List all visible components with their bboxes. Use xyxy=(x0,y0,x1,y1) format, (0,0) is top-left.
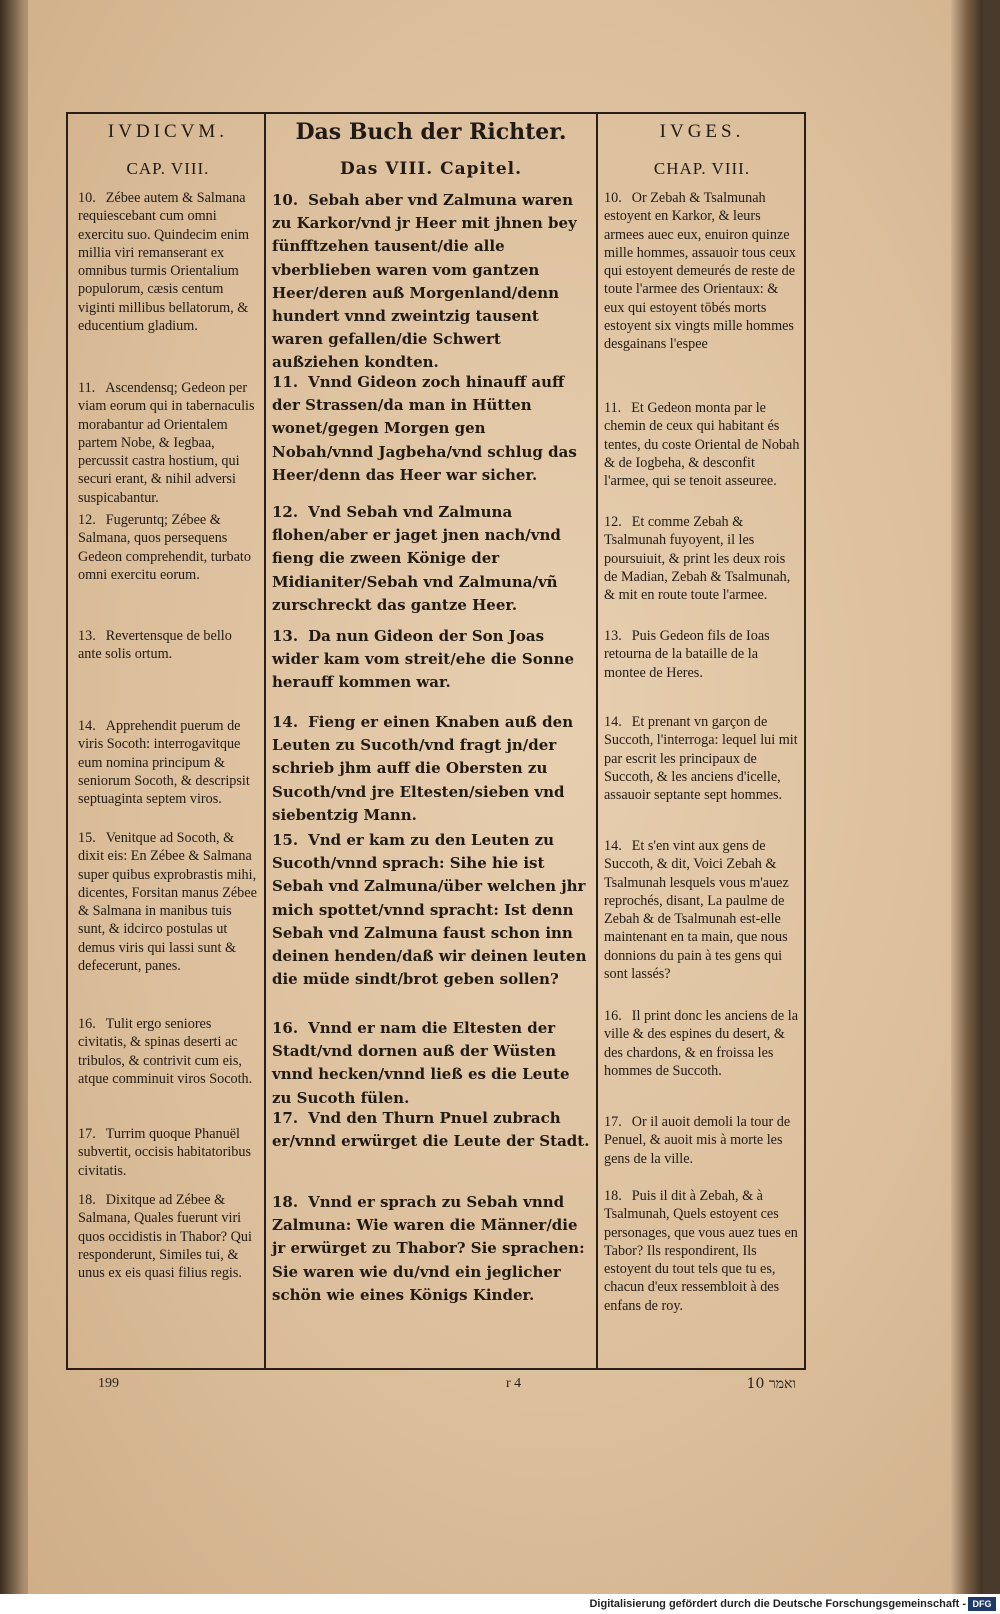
french-running-title: IVGES. xyxy=(659,121,745,142)
latin-chapter-heading: CAP. VIII. xyxy=(126,159,210,178)
french-verse: 12. Et comme Zebah & Tsalmunah fuyoyent, il les poursuiuit, & print les deux rois de Madian, Zebah & Tsalmunah, & mit en route toute l'armee. xyxy=(604,514,791,604)
frame-left-rule xyxy=(66,112,68,1370)
french-verse: 10. Or Zebah & Tsalmunah estoyent en Karkor, & leurs armees auec eux, enuiron quinze mille hommes, assauoir tous ceux qui estoyent demeurés de reste de toute l'armee des Orientaux: & eux qui estoyent tōbés morts estoyent six vingts mille hommes desgainans l'espee xyxy=(604,190,796,353)
latin-verse: 17. Turrim quoque Phanuël subvertit, occisis habitatoribus civitatis. xyxy=(78,1126,251,1179)
latin-verse: 18. Dixitque ad Zébee & Salmana, Quales fuerunt viri quos occidistis in Thabor? Qui responderunt, Similes tui, & unus ex eis quasi filius regis. xyxy=(78,1192,252,1282)
latin-verse: 13. Revertensque de bello ante solis ortum. xyxy=(78,628,232,663)
folio-number: 199 xyxy=(98,1376,119,1391)
french-verse: 11. Et Gedeon monta par le chemin de ceux qui habitant és tentes, du coste Oriental de Nobah & de Iogbeha, & desconfit l'armee, qui se tenoit asseuree. xyxy=(604,400,800,490)
latin-verse: 16. Tulit ergo seniores civitatis, & spinas deserti ac tribulos, & contrivit cum eis, atque comminuit viros Socoth. xyxy=(78,1016,253,1087)
german-verse: 18. Vnnd er sprach zu Sebah vnnd Zalmuna: Wie waren die Männer/die jr erwürget zu Thabor? Sie sprachen: Sie waren wie du/vnd ein jeglicher schön wie eines Königs Kinder. xyxy=(272,1193,585,1304)
german-verse: 16. Vnnd er nam die Eltesten der Stadt/vnd dornen auß der Wüsten vnnd hecken/vnnd ließ es die Leute zu Sucoth fülen. xyxy=(272,1019,570,1107)
latin-verse: 10. Zébee autem & Salmana requiescebant cum omni exercitu suo. Quindecim enim millia viri remanserant ex omnibus turmis Orientalium populorum, cæsis centum viginti millibus bellatorum, & educentium gladium. xyxy=(78,190,249,335)
german-verse: 11. Vnnd Gideon zoch hinauff auff der Strassen/da man in Hütten wonet/gegen Morgen gen Nobah/vnnd Jagbeha/vnd schlug das Heer/denn das Heer war sicher. xyxy=(272,373,577,484)
french-verse: 17. Or il auoit demoli la tour de Penuel, & auoit mis à morte les gens de la ville. xyxy=(604,1114,791,1167)
column-divider-1 xyxy=(264,112,266,1370)
column-divider-2 xyxy=(596,112,598,1370)
signature-mark: r 4 xyxy=(506,1376,522,1391)
german-column xyxy=(272,117,590,1304)
digitization-notice-bar xyxy=(0,1594,1000,1614)
french-verse: 13. Puis Gedeon fils de Ioas retourna de la bataille de la montee de Heres. xyxy=(604,628,770,681)
german-verse: 15. Vnd er kam zu den Leuten zu Sucoth/vnnd sprach: Sihe hie ist Sebah vnd Zalmuna/über welchen jhr mich spottet/vnnd spracht: Ist denn Sebah vnd Zalmuna faust schon inn deinen henden/daß wir deinen leuten die müde sindt/brot geben sollen? xyxy=(272,831,587,989)
french-chapter-heading: CHAP. VIII. xyxy=(653,159,751,178)
latin-verse: 15. Venitque ad Socoth, & dixit eis: En Zébee & Salmana super quibus exprobrastis mihi, dicentes, Forsitan manus Zébee & Salmana in manibus tuis sunt, & idcirco postulas ut demus viris qui lassi sunt & defecerunt, panes. xyxy=(78,830,257,975)
german-verse: 12. Vnd Sebah vnd Zalmuna flohen/aber er jaget jnen nach/vnd fieng die zween Könige der Midianiter/Sebah vnd Zalmuna/vñ zurschreckt das gantze Heer. xyxy=(272,503,561,614)
latin-verse: 12. Fugeruntq; Zébee & Salmana, quos persequens Gedeon comprehendit, turbato omni exercitu eorum. xyxy=(78,512,251,583)
digitization-notice: Digitalisierung gefördert durch die Deutsche Forschungsgemeinschaft - xyxy=(589,1598,966,1610)
page-footer xyxy=(96,1376,796,1400)
german-verse: 13. Da nun Gideon der Son Joas wider kam vom streit/ehe die Sonne herauff kommen war. xyxy=(272,627,575,692)
frame-right-rule xyxy=(804,112,806,1370)
french-verse: 14. Et s'en vint aux gens de Succoth, & dit, Voici Zebah & Tsalmunah lesquels vous m'auez reprochés, disant, La paulme de Zebah & de Tsalmunah est-elle maintenant en ta main, que nous donnions du pain à tes gens qui sont lassés? xyxy=(604,838,789,983)
frame-top-rule xyxy=(66,112,806,114)
latin-verse: 14. Apprehendit puerum de viris Socoth: interrogavitque eum nomina principum & seniorum Socoth, & descripsit septuaginta septem viros. xyxy=(78,718,250,808)
french-verse: 14. Et prenant vn garçon de Succoth, l'interroga: lequel lui mit par escrit les principaux de Succoth, & les anciens d'icelle, assauoir septante sept hommes. xyxy=(604,714,798,804)
german-chapter-heading: Das VIII. Capitel. xyxy=(339,159,523,179)
catchword: ואמר 10 xyxy=(746,1376,796,1392)
german-verse: 10. Sebah aber vnd Zalmuna waren zu Karkor/vnd jr Heer mit jhnen bey fünfftzehen tausent/die alle vberblieben waren vom gantzen Heer/deren auß Morgenland/denn hundert vnnd zweintzig tausent waren gefallen/die Schwert außziehen kondten. xyxy=(272,191,577,372)
german-verse: 14. Fieng er einen Knaben auß den Leuten zu Sucoth/vnd fragt jn/der schrieb jhm auff die Obersten zu Sucoth/vnd jre Eltesten/sieben vnd siebentzig Mann. xyxy=(272,713,574,824)
frame-bottom-rule xyxy=(66,1368,806,1370)
latin-running-title: IVDICVM. xyxy=(107,121,229,142)
french-column xyxy=(604,117,800,1314)
german-running-title: Das Buch der Richter. xyxy=(295,119,567,145)
latin-column xyxy=(78,117,258,1282)
french-verse: 16. Il print donc les anciens de la ville & des espines du desert, & des chardons, & en froissa les hommes de Succoth. xyxy=(604,1008,798,1079)
german-verse: 17. Vnd den Thurn Pnuel zubrach er/vnnd erwürget die Leute der Stadt. xyxy=(272,1109,590,1151)
text-frame xyxy=(66,112,806,1372)
dfg-logo: DFG xyxy=(968,1597,996,1611)
page-fore-edge xyxy=(951,0,983,1594)
latin-verse: 11. Ascendensq; Gedeon per viam eorum qui in tabernaculis morabantur ad Orientalem partem Nobe, & Iegbaa, percussit castra hostium, qui securi erant, & nihil adversi suspicabantur. xyxy=(78,380,255,506)
french-verse: 18. Puis il dit à Zebah, & à Tsalmunah, Quels estoyent ces personages, que vous auez tues en Tabor? Ils respondirent, Ils estoyent du tout tels que tu es, chacun d'eux ressembloit à des enfans de roy. xyxy=(604,1188,798,1314)
